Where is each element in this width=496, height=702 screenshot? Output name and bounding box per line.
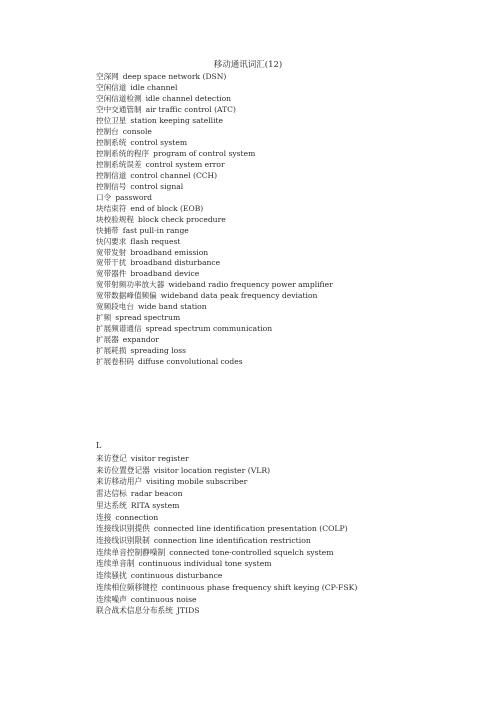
term-chinese: 宽带发射 <box>96 247 127 257</box>
term-chinese: 快捕带 <box>96 225 119 235</box>
term-english: broadband device <box>130 269 200 279</box>
term-english: radar beacon <box>130 489 183 499</box>
term-chinese: 控制系统的程序 <box>96 148 150 158</box>
term-english: program of control system <box>153 148 256 158</box>
term-english: broadband emission <box>130 247 209 257</box>
section-letter: L <box>96 441 102 450</box>
term-chinese: 快闪要求 <box>96 236 127 246</box>
glossary-entry <box>96 313 476 324</box>
term-chinese: 空深网 <box>96 72 119 81</box>
term-english: RITA system <box>130 500 180 510</box>
term-chinese: 连续单音控制静噪制 <box>96 547 166 557</box>
glossary-entry <box>96 324 476 335</box>
term-english: continuous noise <box>130 594 197 604</box>
term-english: visiting mobile subscriber <box>146 477 248 487</box>
term-chinese: 空中交通管制 <box>96 104 142 114</box>
term-chinese: 控位卫星 <box>96 115 127 125</box>
term-english: connected line identification presentation (COLP) <box>153 524 348 534</box>
term-chinese: 扩展器 <box>96 335 119 345</box>
term-chinese: 空闲信道检测 <box>96 93 142 103</box>
term-chinese: 连续骚扰 <box>96 571 127 581</box>
term-english: control signal <box>130 181 184 191</box>
term-english: visitor location register (VLR) <box>153 465 271 475</box>
term-english: JTIDS <box>176 606 200 616</box>
term-chinese: 扩展耗损 <box>96 346 127 356</box>
glossary-entry <box>96 269 476 280</box>
glossary-entry <box>96 535 476 547</box>
glossary-entry <box>96 453 476 465</box>
term-english: station keeping satellite <box>130 115 224 125</box>
term-english: idle channel <box>130 82 178 92</box>
term-english: spread spectrum <box>115 313 181 323</box>
term-chinese: 宽带数据峰值频偏 <box>96 291 157 301</box>
term-chinese: 块校验规程 <box>96 214 134 224</box>
term-chinese: 联合战术信息分布系统 <box>96 606 173 616</box>
glossary-entry <box>96 215 476 226</box>
glossary-entry <box>96 523 476 535</box>
term-english: deep space network (DSN) <box>122 72 227 81</box>
term-english: air traffic control (ATC) <box>145 104 236 114</box>
glossary-entry <box>96 149 476 160</box>
glossary-entry <box>96 171 476 182</box>
glossary-entry <box>96 226 476 237</box>
term-chinese: 来访移动用户 <box>96 477 143 487</box>
glossary-entry <box>96 83 476 94</box>
term-chinese: 宽频段电台 <box>96 302 134 312</box>
glossary-entry <box>96 488 476 500</box>
glossary-list-k <box>96 72 476 368</box>
term-english: continuous individual tone system <box>138 559 272 569</box>
term-english: control system <box>130 137 188 147</box>
term-english: console <box>122 126 152 136</box>
glossary-entry <box>96 204 476 215</box>
term-chinese: 连接线识别限制 <box>96 536 150 546</box>
term-english: idle channel detection <box>145 93 232 103</box>
term-english: end of block (EOB) <box>130 203 204 213</box>
term-english: password <box>115 192 152 202</box>
glossary-entry <box>96 160 476 171</box>
term-chinese: 控制系统 <box>96 137 127 147</box>
term-chinese: 连续单音制 <box>96 559 135 569</box>
term-chinese: 扩展频谱通信 <box>96 324 142 334</box>
glossary-entry <box>96 335 476 346</box>
term-english: wideband radio frequency power amplifier <box>168 280 333 290</box>
glossary-entry <box>96 465 476 477</box>
page-title: 移动通讯词汇(12) <box>213 60 283 70</box>
term-english: control channel (CCH) <box>130 170 218 180</box>
term-chinese: 连接线识别提供 <box>96 524 150 534</box>
term-english: expandor <box>122 335 159 345</box>
glossary-entry <box>96 582 476 594</box>
term-english: visitor register <box>130 454 189 463</box>
term-english: connection <box>115 512 159 522</box>
term-english: continuous disturbance <box>130 571 223 581</box>
term-chinese: 宽带干扰 <box>96 258 127 268</box>
term-chinese: 连接 <box>96 512 112 522</box>
glossary-entry <box>96 105 476 116</box>
term-english: connection line identification restriction <box>153 536 311 546</box>
glossary-entry <box>96 127 476 138</box>
glossary-entry <box>96 248 476 259</box>
term-chinese: 里达系统 <box>96 500 127 510</box>
glossary-entry <box>96 570 476 582</box>
glossary-entry <box>96 138 476 149</box>
term-chinese: 控制系统误差 <box>96 159 142 169</box>
glossary-entry <box>96 605 476 617</box>
term-english: diffuse convolutional codes <box>137 357 243 367</box>
glossary-entry <box>96 500 476 512</box>
term-english: fast pull-in range <box>122 225 189 235</box>
term-chinese: 空闲信道 <box>96 82 127 92</box>
term-chinese: 扩频 <box>96 313 112 323</box>
term-chinese: 宽带器件 <box>96 269 127 279</box>
glossary-entry <box>96 302 476 313</box>
glossary-entry <box>96 237 476 248</box>
glossary-entry <box>96 182 476 193</box>
glossary-entry <box>96 280 476 291</box>
term-english: broadband disturbance <box>130 258 221 268</box>
term-english: wide band station <box>137 302 207 312</box>
term-english: block check procedure <box>137 214 226 224</box>
term-english: connected tone-controlled squelch system <box>169 547 334 557</box>
glossary-entry <box>96 558 476 570</box>
glossary-entry <box>96 547 476 559</box>
term-english: control system error <box>145 159 225 169</box>
term-chinese: 块结束符 <box>96 203 127 213</box>
glossary-entry <box>96 594 476 606</box>
term-chinese: 扩展卷积码 <box>96 357 134 367</box>
term-english: spreading loss <box>130 346 187 356</box>
term-chinese: 雷达信标 <box>96 489 127 499</box>
glossary-entry <box>96 258 476 269</box>
term-english: spread spectrum communication <box>145 324 273 334</box>
glossary-list-l <box>96 453 476 617</box>
term-english: flash request <box>130 236 181 246</box>
glossary-entry <box>96 72 476 83</box>
term-chinese: 连续相位频移键控 <box>96 582 158 592</box>
term-chinese: 宽带射频功率放大器 <box>96 280 165 290</box>
term-english: continuous phase frequency shift keying (CP-FSK) <box>161 582 358 592</box>
term-chinese: 控制信道 <box>96 170 127 180</box>
glossary-entry <box>96 512 476 524</box>
term-english: wideband data peak frequency deviation <box>160 291 318 301</box>
term-chinese: 来访登记 <box>96 454 127 463</box>
glossary-entry <box>96 193 476 204</box>
term-chinese: 来访位置登记器 <box>96 465 150 475</box>
term-chinese: 口令 <box>96 192 112 202</box>
glossary-entry <box>96 116 476 127</box>
term-chinese: 连续噪声 <box>96 594 127 604</box>
glossary-entry <box>96 476 476 488</box>
glossary-entry <box>96 346 476 357</box>
term-chinese: 控制信号 <box>96 181 127 191</box>
glossary-entry <box>96 357 476 368</box>
glossary-entry <box>96 94 476 105</box>
term-chinese: 控制台 <box>96 126 119 136</box>
glossary-entry <box>96 291 476 302</box>
